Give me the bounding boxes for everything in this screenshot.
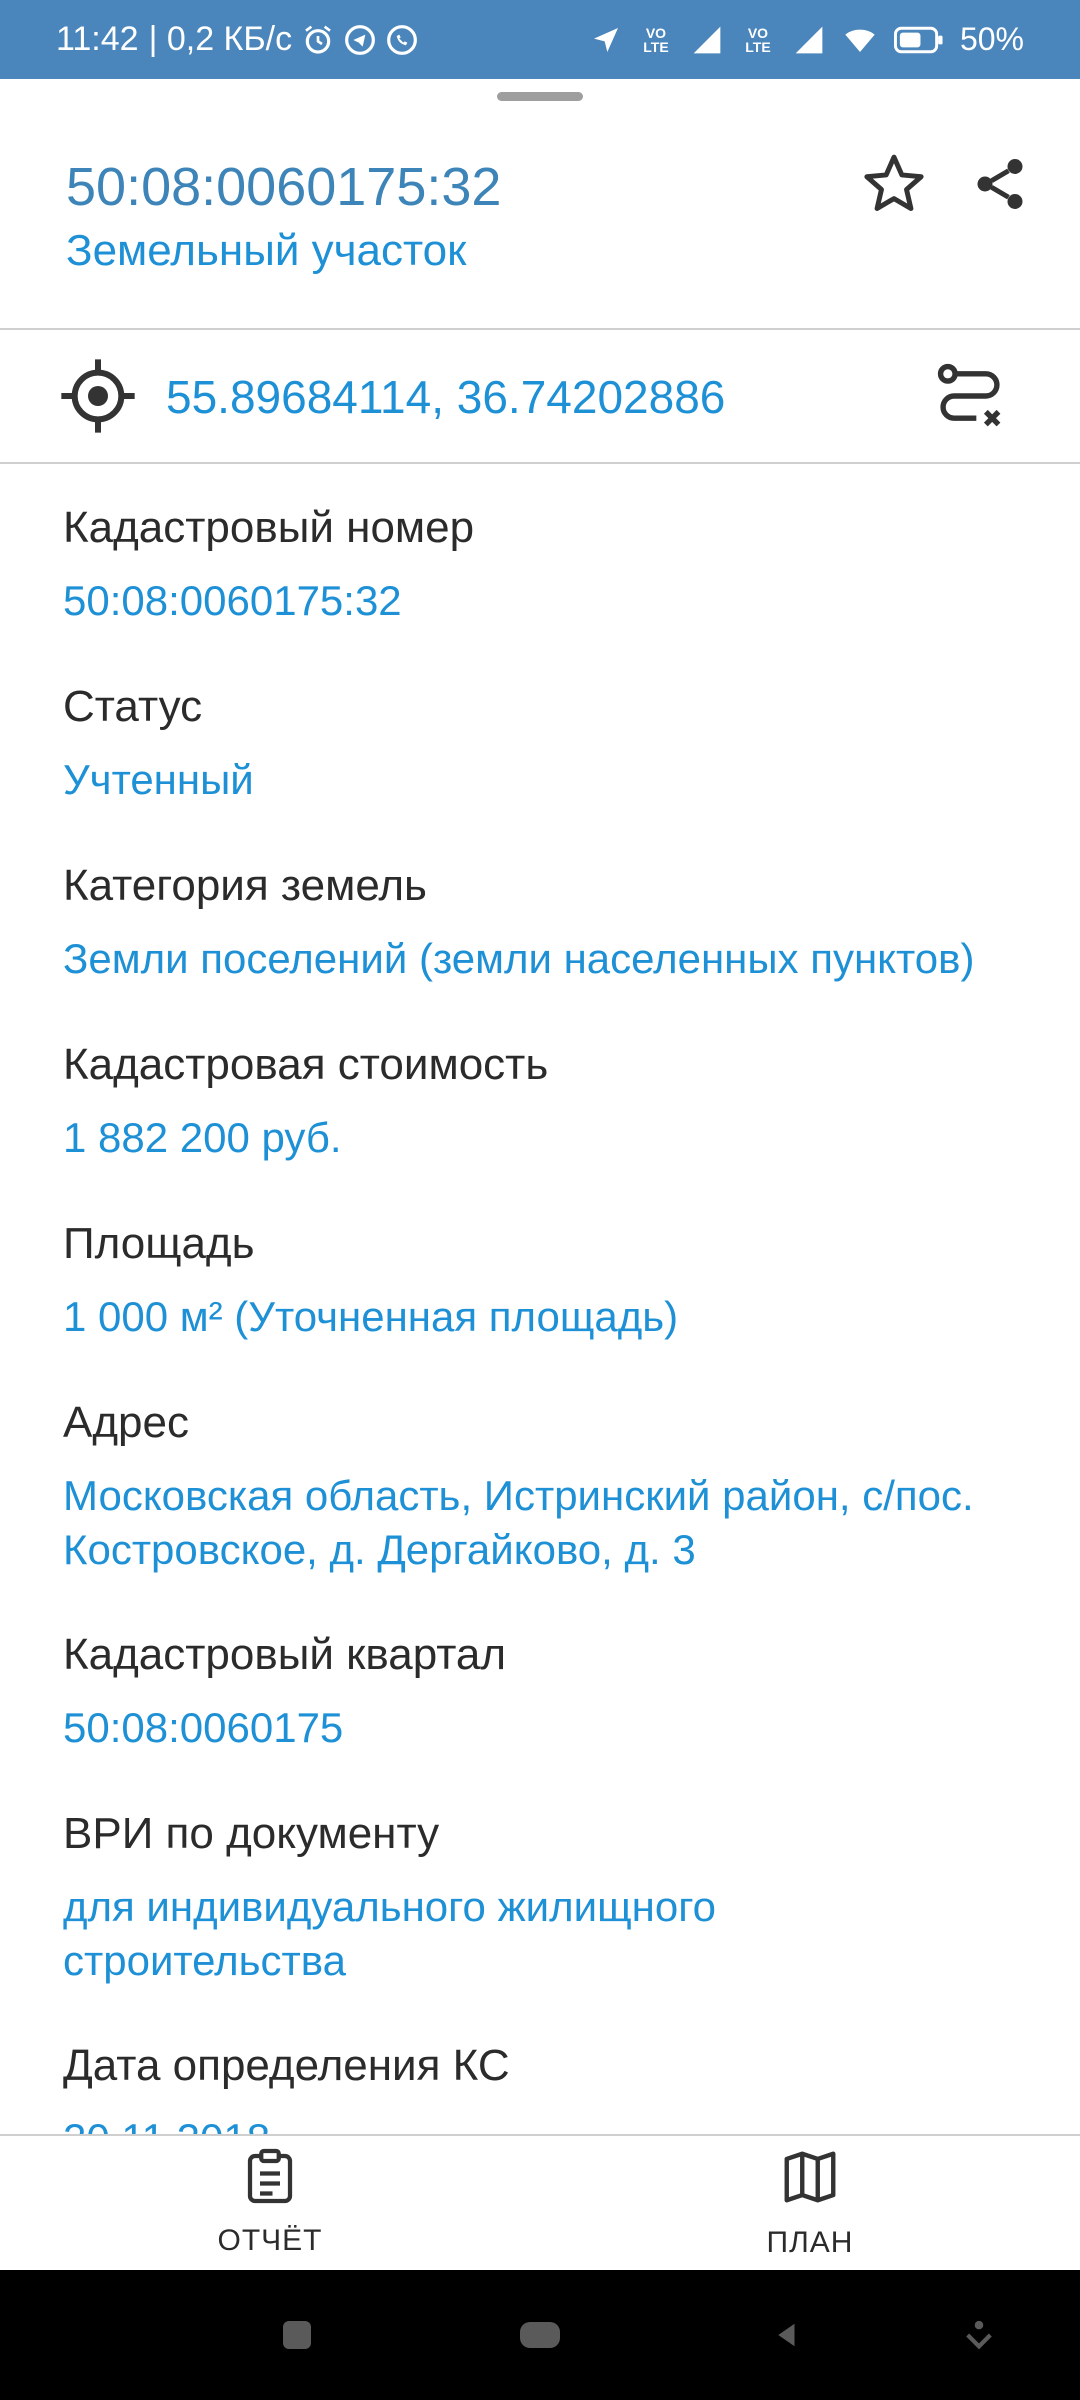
volte-badge-2: VO LTE (745, 24, 771, 55)
battery-icon (894, 25, 944, 55)
location-icon (590, 24, 622, 56)
signal-icon (690, 24, 724, 56)
field-label: Кадастровый квартал (63, 1630, 507, 1679)
status-right (590, 21, 1024, 58)
coordinates-row (0, 330, 1080, 462)
report-button[interactable] (160, 2146, 380, 2266)
wifi-icon (842, 24, 878, 56)
status-time: 11:42 (56, 20, 139, 58)
field-land-category (63, 858, 1080, 986)
field-label: Дата определения КС (63, 2041, 510, 2090)
field-label: Статус (63, 682, 203, 731)
telegram-icon (344, 24, 376, 56)
field-label: Категория земель (63, 861, 427, 910)
drag-handle[interactable] (497, 92, 583, 101)
back-button[interactable] (762, 2310, 812, 2360)
star-icon (859, 149, 929, 219)
home-button[interactable] (515, 2310, 565, 2360)
details-list (0, 464, 1080, 2134)
field-value[interactable]: Московская область, Истринский район, с/пос. Костровское, д. Дергайково, д. 3 (63, 1472, 974, 1573)
system-nav-bar (0, 2270, 1080, 2400)
route-icon (932, 358, 1008, 434)
target-icon[interactable] (58, 356, 138, 436)
home-icon (520, 2322, 560, 2348)
field-value[interactable]: 50:08:0060175:32 (63, 577, 402, 624)
status-left (56, 20, 418, 59)
field-value[interactable]: 1 000 м² (Уточненная площадь) (63, 1293, 679, 1340)
whatsapp-icon (386, 24, 418, 56)
field-area (63, 1216, 1080, 1344)
report-label: ОТЧЁТ (217, 2224, 323, 2257)
object-header (0, 120, 1080, 326)
field-label: ВРИ по документу (63, 1809, 440, 1858)
field-cadastral-cost (63, 1037, 1080, 1165)
field-label: Кадастровая стоимость (63, 1040, 549, 1089)
field-label: Адрес (63, 1398, 189, 1447)
back-icon (772, 2320, 802, 2350)
signal-icon (792, 24, 826, 56)
share-button[interactable] (960, 144, 1040, 224)
field-value[interactable]: для индивидуального жилищного строительства (63, 1883, 716, 1984)
field-value[interactable]: Земли поселений (земли населенных пунктов) (63, 935, 975, 982)
field-value[interactable]: Учтенный (63, 756, 254, 803)
status-net-speed: | 0,2 КБ/с (148, 20, 293, 58)
plan-button[interactable] (700, 2146, 920, 2266)
share-icon (970, 154, 1030, 214)
bottom-nav (0, 2134, 1080, 2270)
field-label: Площадь (63, 1219, 255, 1268)
alarm-icon (302, 24, 334, 56)
field-value[interactable]: 1 882 200 руб. (63, 1114, 342, 1161)
hide-nav-button[interactable] (954, 2310, 1004, 2360)
plan-label: ПЛАН (766, 2226, 854, 2259)
recents-icon (283, 2321, 311, 2349)
field-cadastral-number (63, 500, 1080, 628)
map-icon (779, 2146, 841, 2208)
volte-badge-1: VO LTE (643, 24, 669, 55)
field-status (63, 679, 1080, 807)
recents-button[interactable] (272, 2310, 322, 2360)
battery-percent: 50% (959, 21, 1024, 57)
field-permitted-use (63, 1806, 823, 1988)
coordinates-text[interactable]: 55.89684114, 36.74202886 (166, 371, 726, 423)
object-type: Земельный участок (66, 226, 467, 275)
clipboard-icon (240, 2146, 300, 2206)
field-label: Кадастровый номер (63, 503, 475, 552)
object-cadastral-number: 50:08:0060175:32 (66, 157, 502, 217)
field-cadastral-quarter (63, 1627, 1080, 1755)
favorite-button[interactable] (854, 144, 934, 224)
chevron-down-icon (962, 2318, 996, 2352)
route-button[interactable] (930, 356, 1010, 436)
field-value[interactable]: 50:08:0060175 (63, 1704, 344, 1751)
field-address (63, 1395, 1080, 1577)
status-bar (0, 0, 1080, 79)
